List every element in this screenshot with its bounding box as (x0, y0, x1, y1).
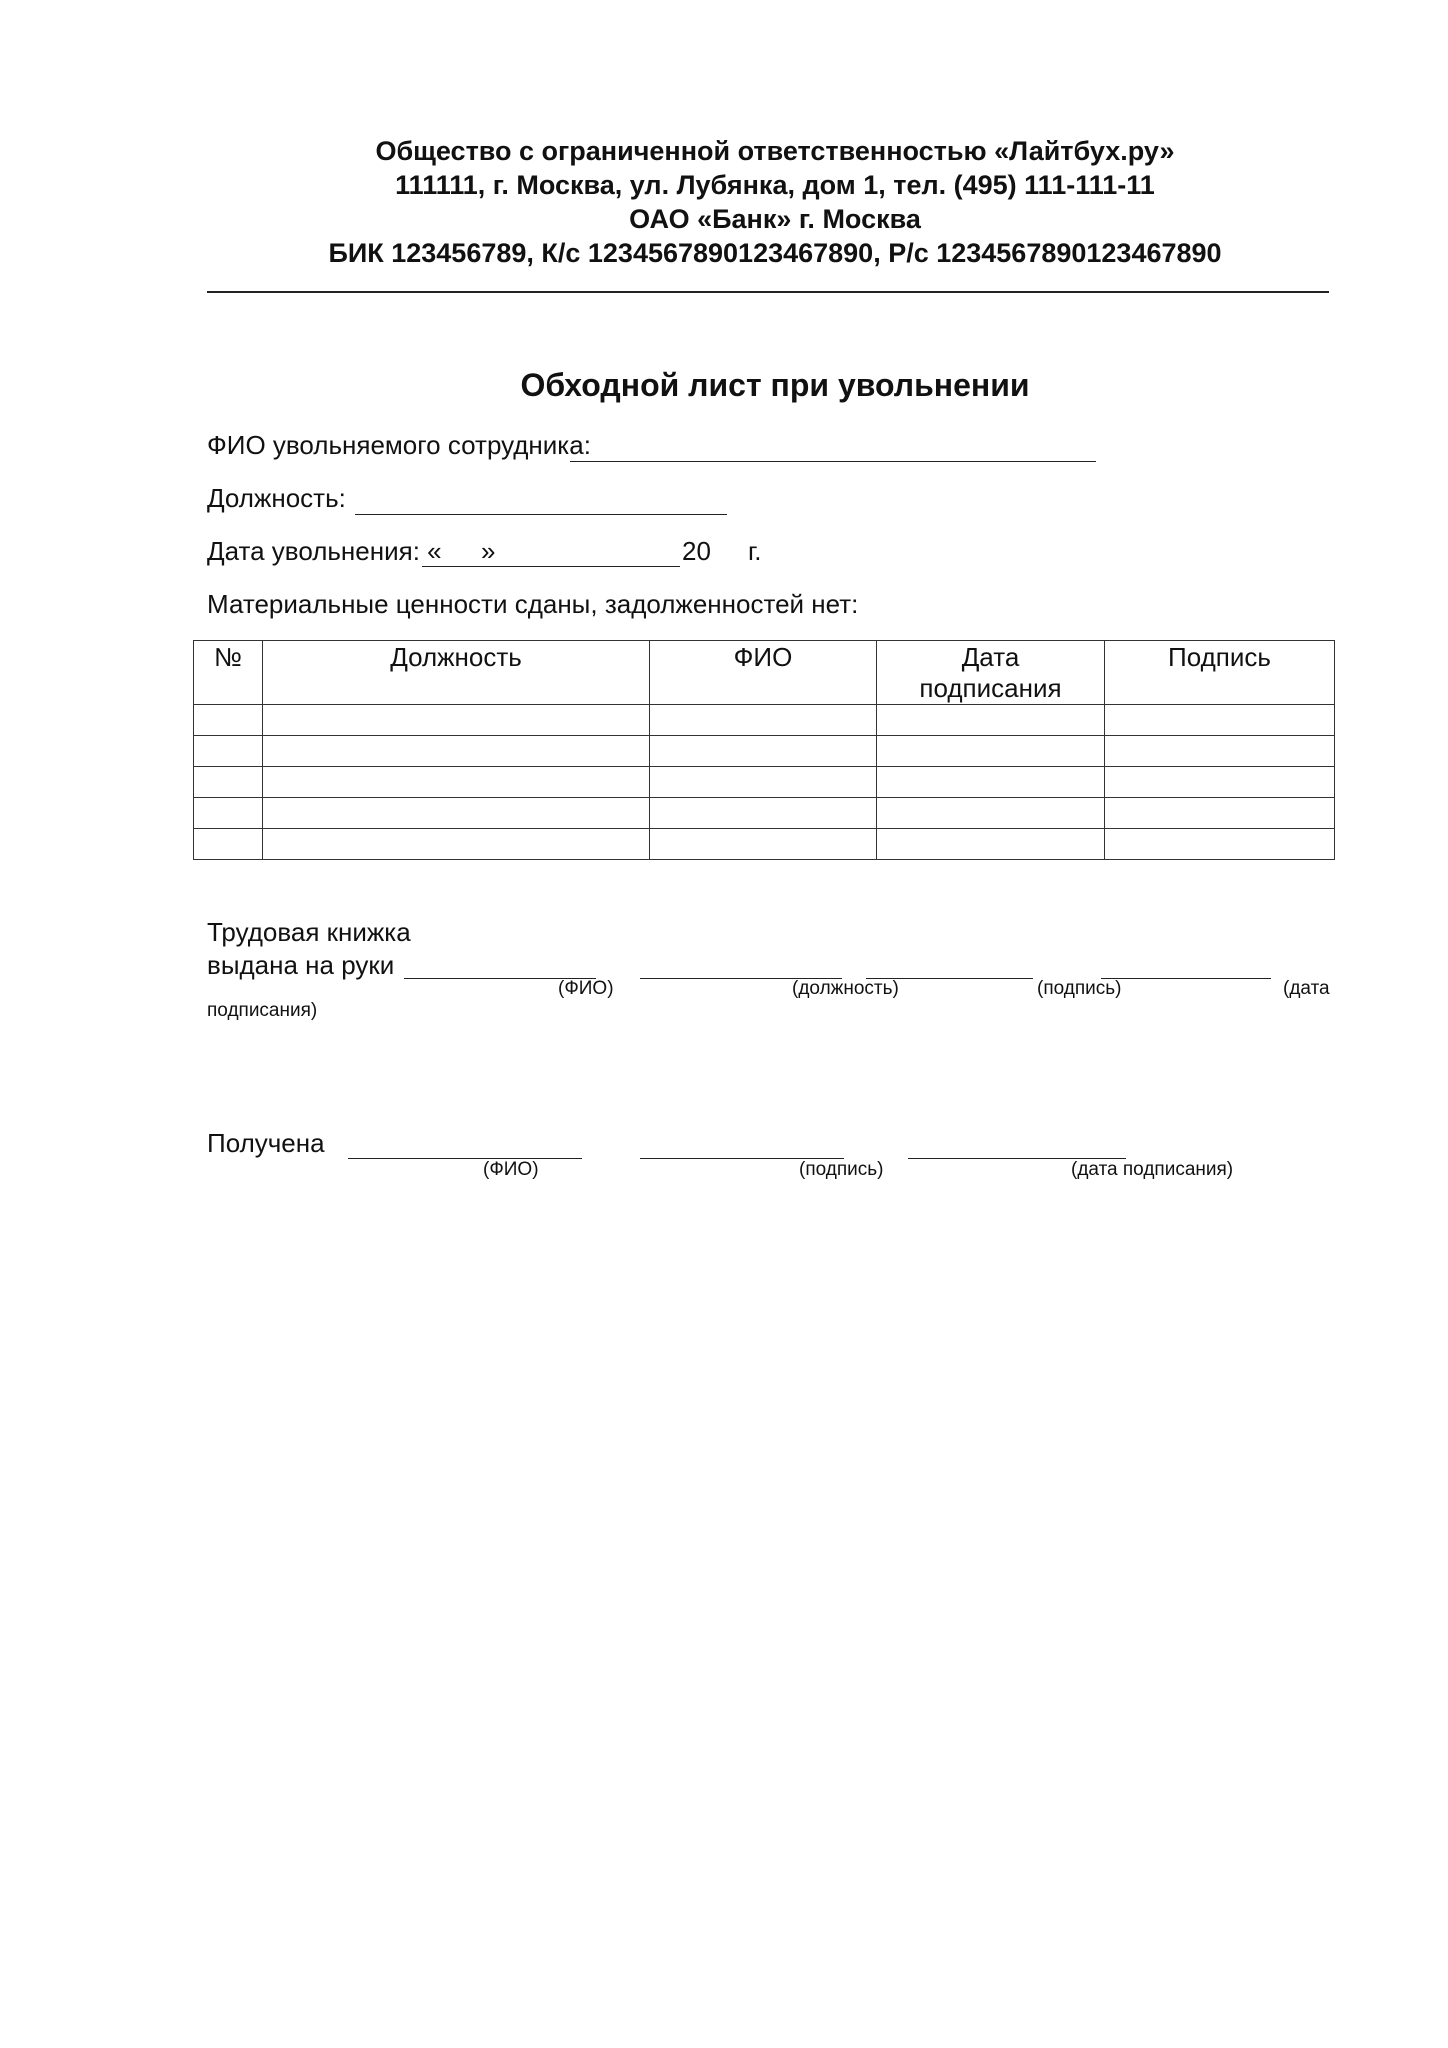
table-cell[interactable] (877, 736, 1105, 767)
table-row (194, 798, 1335, 829)
company-name: Общество с ограниченной ответственностью «Лайтбух.ру» (375, 136, 1175, 166)
table-cell[interactable] (877, 705, 1105, 736)
clearance-table (193, 640, 1335, 860)
dismissal-date-input-line[interactable] (422, 566, 680, 567)
table-row (194, 705, 1335, 736)
table-cell[interactable] (263, 767, 650, 798)
table-cell[interactable] (650, 829, 877, 860)
fio-input-line[interactable] (570, 461, 1096, 462)
column-header-signature: Подпись (1105, 641, 1335, 705)
column-header-position: Должность (263, 641, 650, 705)
received-label: Получена (207, 1128, 325, 1158)
table-cell[interactable] (650, 705, 877, 736)
workbook-label-line1: Трудовая книжка (207, 917, 411, 947)
table-cell[interactable] (194, 705, 263, 736)
dismissal-year-suffix: г. (748, 536, 762, 566)
table-cell[interactable] (263, 736, 650, 767)
bank-name: ОАО «Банк» г. Москва (629, 204, 921, 234)
workbook-caption-position: (должность) (792, 978, 899, 999)
received-caption-signature: (подпись) (799, 1159, 884, 1180)
column-header-sign-date: Дата подписания (877, 641, 1105, 705)
materials-label: Материальные ценности сданы, задолженностей нет: (207, 589, 859, 619)
position-input-line[interactable] (355, 514, 727, 515)
table-cell[interactable] (877, 767, 1105, 798)
table-row (194, 767, 1335, 798)
dismissal-year-prefix: 20 (682, 536, 711, 566)
table-cell[interactable] (1105, 767, 1335, 798)
fio-label: ФИО увольняемого сотрудника: (207, 430, 591, 460)
received-fio-line[interactable] (348, 1158, 582, 1159)
workbook-caption-fio: (ФИО) (558, 978, 614, 999)
table-cell[interactable] (1105, 829, 1335, 860)
table-cell[interactable] (1105, 798, 1335, 829)
table-cell[interactable] (650, 736, 877, 767)
table-cell[interactable] (877, 829, 1105, 860)
table-cell[interactable] (194, 736, 263, 767)
workbook-caption-date-start: (дата (1283, 978, 1330, 999)
received-caption-fio: (ФИО) (483, 1159, 539, 1180)
column-header-number: № (194, 641, 263, 705)
table-cell[interactable] (194, 829, 263, 860)
column-header-fio: ФИО (650, 641, 877, 705)
table-row (194, 736, 1335, 767)
table-cell[interactable] (650, 798, 877, 829)
workbook-date-line[interactable] (1101, 978, 1271, 979)
bank-details: БИК 123456789, К/с 1234567890123467890, Р/с 1234567890123467890 (328, 238, 1222, 268)
table-cell[interactable] (263, 829, 650, 860)
dismissal-date-quote-close: » (481, 536, 496, 566)
table-row (194, 829, 1335, 860)
document-title: Обходной лист при увольнении (520, 367, 1030, 403)
workbook-caption-signature: (подпись) (1037, 978, 1122, 999)
dismissal-date-label: Дата увольнения: « (207, 536, 442, 566)
table-cell[interactable] (1105, 736, 1335, 767)
company-address: 111111, г. Москва, ул. Лубянка, дом 1, тел. (495) 111-111-11 (395, 170, 1155, 200)
table-cell[interactable] (263, 705, 650, 736)
table-cell[interactable] (263, 798, 650, 829)
table-cell[interactable] (650, 767, 877, 798)
table-cell[interactable] (194, 767, 263, 798)
workbook-caption-date-end: подписания) (207, 1000, 318, 1021)
table-cell[interactable] (194, 798, 263, 829)
table-header-row (194, 641, 1335, 705)
received-caption-date: (дата подписания) (1071, 1159, 1234, 1180)
workbook-label-line2: выдана на руки (207, 950, 395, 980)
table-cell[interactable] (1105, 705, 1335, 736)
header-divider (207, 291, 1329, 293)
table-cell[interactable] (877, 798, 1105, 829)
position-label: Должность: (207, 483, 346, 513)
